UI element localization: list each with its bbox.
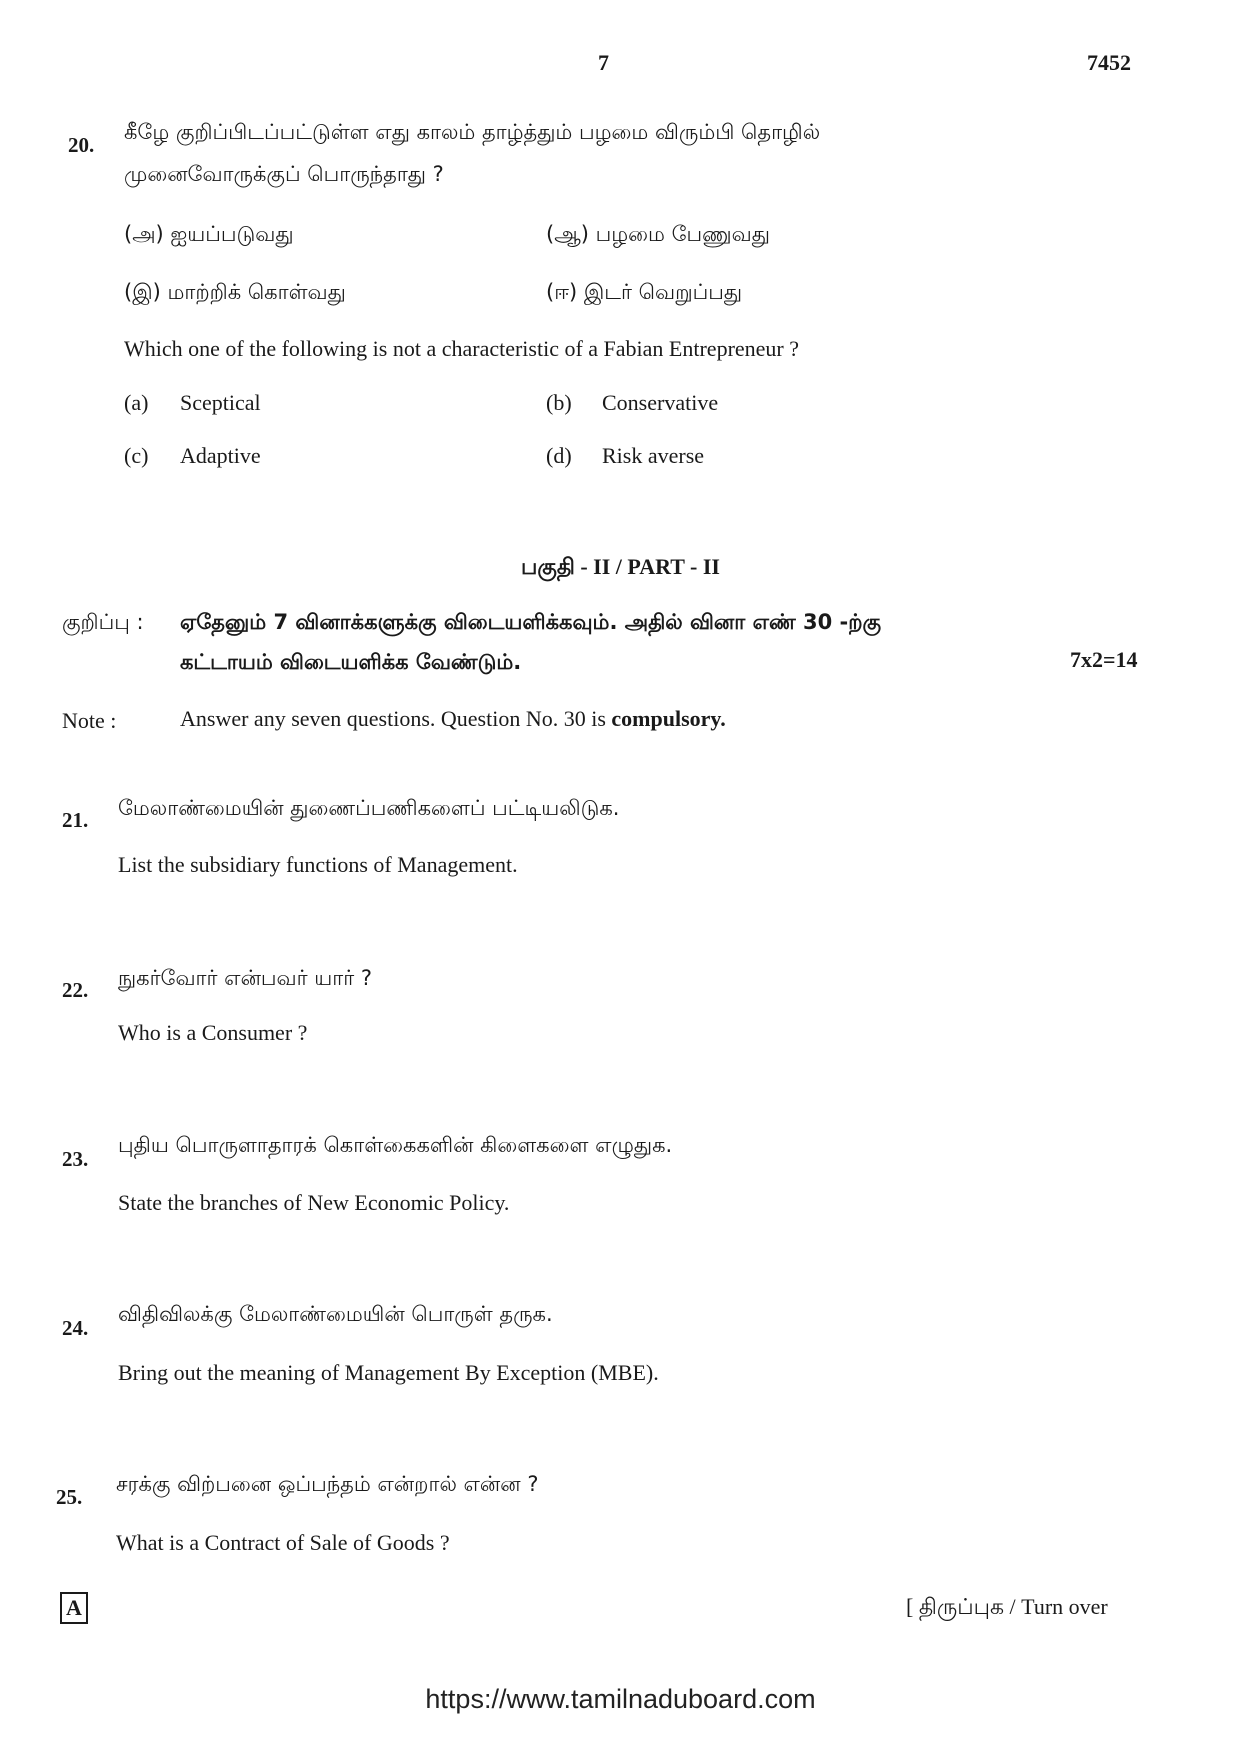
option-tamil-b: (ஆ) பழமை பேணுவது (546, 222, 770, 246)
turn-over: [ திருப்புக / Turn over (906, 1594, 1108, 1619)
option-label: (b) (546, 390, 572, 415)
question-english: Who is a Consumer ? (118, 1020, 308, 1045)
note-label: Note : (62, 708, 117, 733)
note-compulsory: compulsory. (611, 706, 726, 731)
option-text: Conservative (602, 390, 719, 415)
note-label-tamil: குறிப்பு : (62, 610, 144, 634)
note-text: Answer any seven questions. Question No. 30 is (180, 706, 612, 731)
version-box: A (60, 1592, 88, 1624)
question-tamil: சரக்கு விற்பனை ஒப்பந்தம் என்றால் என்ன ? (116, 1472, 539, 1496)
option-tamil-a: (அ) ஐயப்படுவது (124, 222, 294, 246)
footer-url[interactable]: https://www.tamilnaduboard.com (425, 1684, 816, 1714)
marks-allocation: 7x2=14 (1070, 647, 1138, 672)
question-tamil-cont: முனைவோருக்குப் பொருந்தாது ? (124, 162, 444, 186)
question-english: What is a Contract of Sale of Goods ? (116, 1530, 450, 1555)
page-number: 7 (598, 50, 609, 75)
question-tamil: நுகர்வோர் என்பவர் யார் ? (118, 966, 373, 990)
option-text: Adaptive (180, 443, 261, 468)
question-tamil: புதிய பொருளாதாரக் கொள்கைகளின் கிளைகளை எழுதுக. (118, 1133, 673, 1157)
option-a (124, 390, 261, 416)
question-english: List the subsidiary functions of Management. (118, 852, 518, 877)
part-title: பகுதி - II / PART - II (521, 554, 720, 579)
question-tamil: கீழே குறிப்பிடப்பட்டுள்ள எது காலம் தாழ்த்தும் பழமை விரும்பி தொழில் (124, 120, 821, 144)
question-number: 22. (62, 978, 89, 1002)
paper-code: 7452 (1087, 50, 1131, 75)
note-tamil-cont: கட்டாயம் விடையளிக்க வேண்டும். (180, 650, 522, 674)
question-number: 21. (62, 808, 89, 832)
note-english (180, 706, 726, 732)
question-english: Which one of the following is not a characteristic of a Fabian Entrepreneur ? (124, 336, 800, 361)
option-label: (c) (124, 443, 149, 468)
option-tamil-d: (ஈ) இடர் வெறுப்பது (546, 280, 743, 304)
option-text: Sceptical (180, 390, 261, 415)
option-text: Risk averse (602, 443, 705, 468)
question-number: 20. (68, 133, 95, 157)
question-number: 24. (62, 1316, 89, 1340)
option-tamil-c: (இ) மாற்றிக் கொள்வது (124, 280, 346, 304)
note-tamil: ஏதேனும் 7 வினாக்களுக்கு விடையளிக்கவும். அதில் வினா எண் 30 -ற்கு (180, 610, 882, 634)
question-english: State the branches of New Economic Policy. (118, 1190, 510, 1215)
question-tamil: மேலாண்மையின் துணைப்பணிகளைப் பட்டியலிடுக. (118, 796, 620, 820)
option-b (546, 390, 718, 416)
option-c (124, 443, 261, 469)
question-english: Bring out the meaning of Management By Exception (MBE). (118, 1360, 659, 1385)
question-number: 25. (56, 1485, 83, 1509)
question-number: 23. (62, 1147, 89, 1171)
option-label: (a) (124, 390, 149, 415)
question-tamil: விதிவிலக்கு மேலாண்மையின் பொருள் தருக. (118, 1302, 553, 1326)
option-d (546, 443, 704, 469)
option-label: (d) (546, 443, 572, 468)
